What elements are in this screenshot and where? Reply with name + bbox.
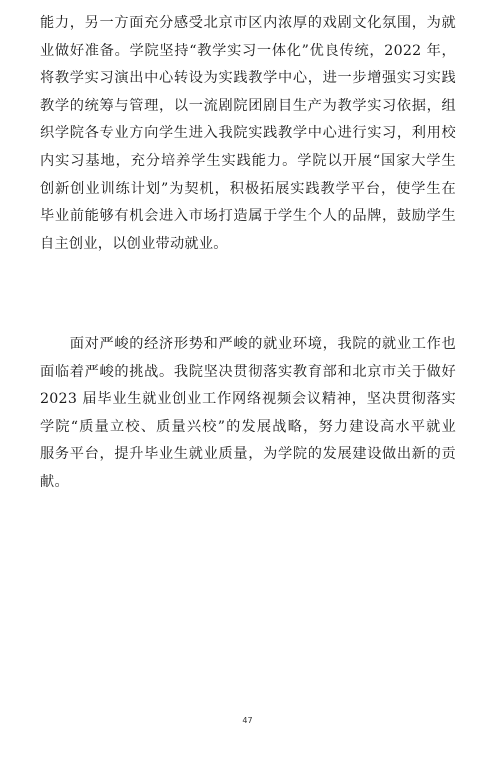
paragraph-line: 创新创业训练计划”为契机，积极拓展实践教学平台，使学生在 (40, 180, 456, 197)
paragraph-line: 将教学实习演出中心转设为实践教学中心，进一步增强实习实践 (40, 70, 456, 87)
paragraph-line: 服务平台，提升毕业生就业质量，为学院的发展建设做出新的贡 (40, 446, 456, 463)
paragraph-line: 自主创业，以创业带动就业。 (40, 235, 228, 252)
paragraph-line: 织学院各专业方向学生进入我院实践教学中心进行实习，利用校 (40, 125, 456, 142)
paragraph-line: 能力，另一方面充分感受北京市区内浓厚的戏剧文化氛围，为就 (40, 15, 456, 31)
paragraph-line: 毕业前能够有机会进入市场打造属于学生个人的品牌，鼓励学生 (40, 208, 456, 225)
body-paragraph-1 (40, 10, 456, 258)
paragraph-line: 内实习基地，充分培养学生实践能力。学院以开展“国家大学生 (40, 152, 456, 169)
paragraph-line: 献。 (40, 473, 69, 490)
body-paragraph-2 (40, 331, 456, 497)
paragraph-line: 面对严峻的经济形势和严峻的就业环境，我院的就业工作也 (40, 336, 456, 352)
paragraph-line: 面临着严峻的挑战。我院坚决贯彻落实教育部和北京市关于做好 (40, 363, 456, 380)
page-number: 47 (242, 716, 253, 725)
paragraph-line: 教学的统筹与管理，以一流剧院团剧目生产为教学实习依据，组 (40, 97, 456, 114)
paragraph-line: 学院“质量立校、质量兴校”的发展战略，努力建设高水平就业 (40, 418, 456, 435)
paragraph-line: 2023 届毕业生就业创业工作网络视频会议精神，坚决贯彻落实 (40, 391, 456, 408)
paragraph-line: 业做好准备。学院坚持“教学实习一体化”优良传统，2022 年， (40, 42, 456, 59)
